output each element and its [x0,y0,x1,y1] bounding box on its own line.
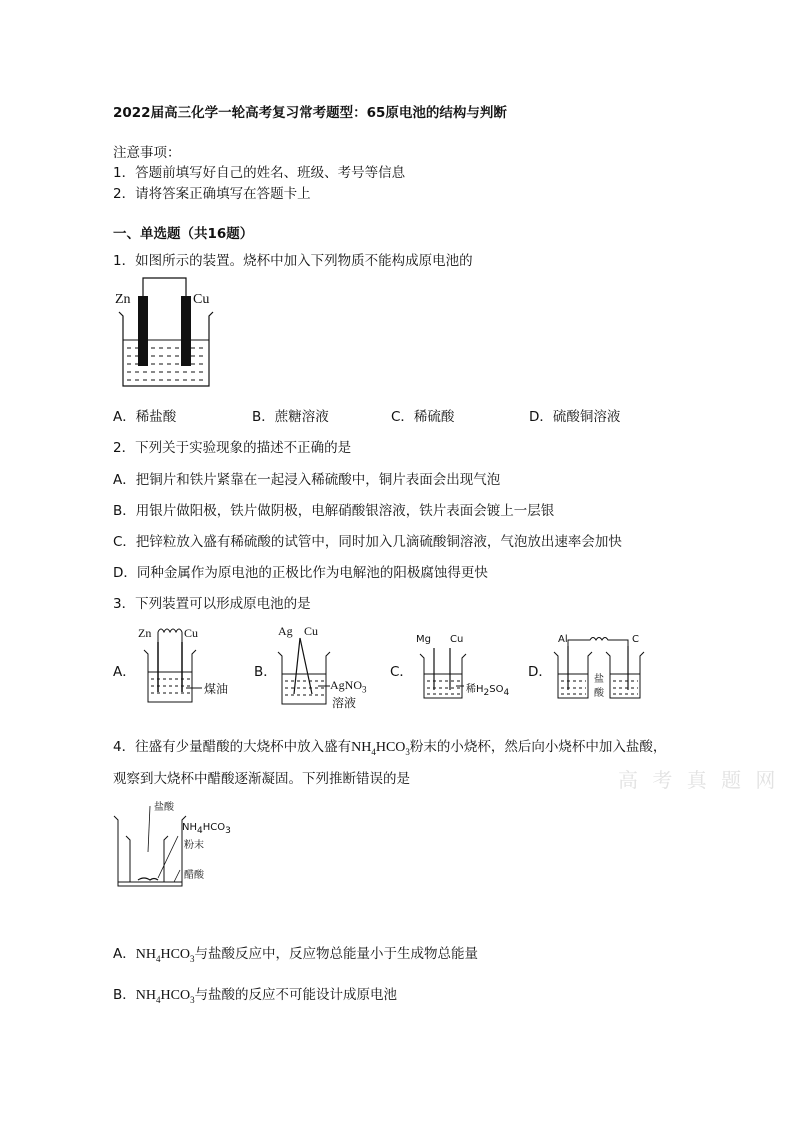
q4-option-b[interactable]: B．$NH_4HCO_3$与盐酸的反应不可能设计成原电池 [113,987,398,1005]
q4-fig-acetic-label: 醋酸 [184,870,204,881]
q3-figure-d[interactable] [550,634,650,704]
q3-option-d-letter[interactable]: D． [528,664,552,680]
q4-fig-powder-label: 粉末 [184,840,204,851]
q3-d-liquid-label-2: 酸 [594,688,604,699]
document-title: 2022届高三化学一轮高考复习常考题型：65原电池的结构与判断 [113,105,507,121]
q1-option-c[interactable]: C．稀硫酸 [391,409,455,425]
q3-figure-c[interactable] [412,632,522,704]
q1-stem: 1．如图所示的装置。烧杯中加入下列物质不能构成原电池的 [113,253,473,269]
q3-d-al-label: Al [558,634,568,645]
q3-figure-a[interactable] [136,624,248,708]
section-heading: 一、单选题（共16题） [113,226,254,242]
q4-figure [112,796,252,892]
q3-b-cu-label: Cu [304,624,319,638]
q3-c-liquid-label: 稀$H_2SO_4$ [466,684,510,698]
q3-option-b-letter[interactable]: B． [254,664,277,680]
notice-heading: 注意事项： [113,145,181,161]
q2-stem: 2．下列关于实验现象的描述不正确的是 [113,440,352,456]
q3-option-a-letter[interactable]: A． [113,664,136,680]
q3-b-ag-label: Ag [278,624,293,638]
q4-fig-hcl-label: 盐酸 [154,802,174,813]
q3-option-c-letter[interactable]: C． [390,664,413,680]
q4-stem-line-1: 4．往盛有少量醋酸的大烧杯中放入盛有$NH_4HCO_3$粉末的小烧杯，然后向小烧杯中加入盐酸， [113,739,667,757]
q1-option-a[interactable]: A．稀盐酸 [113,409,177,425]
notice-item-1: 1．答题前填写好自己的姓名、班级、考号等信息 [113,165,406,181]
q2-option-b[interactable]: B．用银片做阳极，铁片做阴极，电解硝酸银溶液，铁片表面会镀上一层银 [113,503,555,519]
q4-option-a[interactable]: A．$NH_4HCO_3$与盐酸反应中，反应物总能量小于生成物总能量 [113,946,479,964]
notice-item-2: 2．请将答案正确填写在答题卡上 [113,186,311,202]
q1-figure [113,272,218,392]
q4-option-b-formula: $NH_4HCO_3$ [135,988,195,1005]
q3-a-liquid-label: 煤油 [204,682,229,696]
q3-b-liquid-label-2: 溶液 [332,696,357,710]
q1-cu-label: Cu [193,292,210,307]
q1-option-d[interactable]: D．硫酸铜溶液 [529,409,621,425]
q3-stem: 3．下列装置可以形成原电池的是 [113,596,311,612]
watermark: 高 考 真 题 网 [618,768,780,792]
q3-d-c-label: C [632,634,639,645]
q3-figure-b[interactable] [274,622,386,712]
q4-fig-nh4hco3-label: $NH_4HCO_3$ [182,822,231,836]
q4-option-a-formula: $NH_4HCO_3$ [135,947,195,964]
q2-option-a[interactable]: A．把铜片和铁片紧靠在一起浸入稀硫酸中，铜片表面会出现气泡 [113,472,501,488]
q4-stem-formula: $NH_4HCO_3$ [351,740,410,757]
q1-option-b[interactable]: B．蔗糖溶液 [252,409,329,425]
q4-stem-line-2: 观察到大烧杯中醋酸逐渐凝固。下列推断错误的是 [113,771,410,787]
q4-beaker-diagram [112,796,252,892]
q3-a-zn-label: Zn [138,626,152,640]
q1-cell-diagram [113,272,218,392]
q3-c-cu-label: Cu [450,634,464,645]
q1-zn-label: Zn [115,292,131,307]
q2-option-d[interactable]: D．同种金属作为原电池的正极比作为电解池的阳极腐蚀得更快 [113,565,488,581]
q3-b-liquid-label-1: AgNO$_3$ [330,678,367,695]
q3-c-mg-label: Mg [416,634,431,645]
q3-d-liquid-label-1: 盐 [594,674,604,685]
q2-option-c[interactable]: C．把锌粒放入盛有稀硫酸的试管中，同时加入几滴硫酸铜溶液，气泡放出速率会加快 [113,534,622,550]
q3-a-cu-label: Cu [184,626,199,640]
